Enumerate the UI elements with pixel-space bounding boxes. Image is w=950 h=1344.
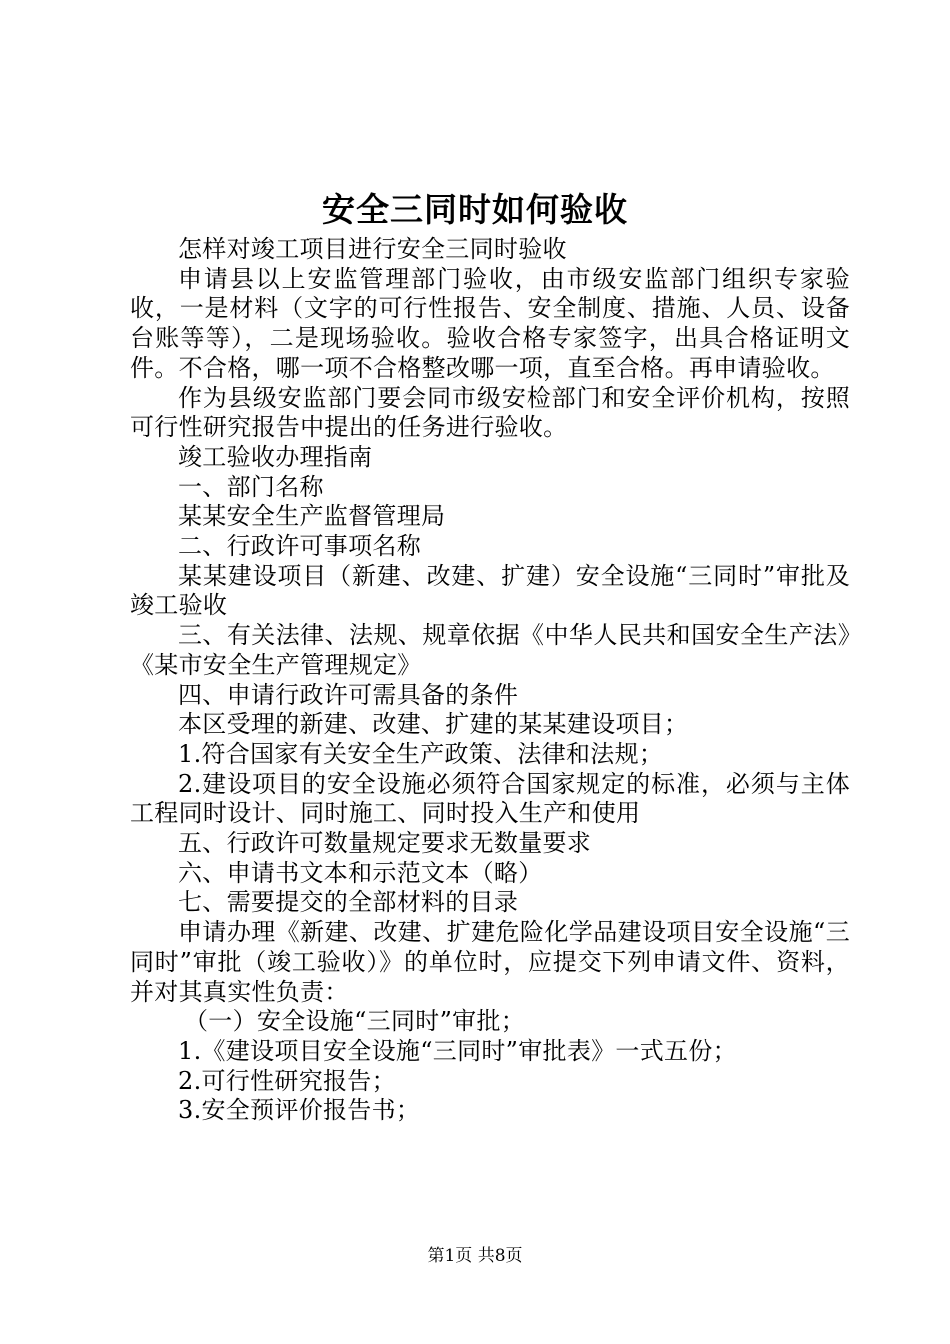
paragraph: 某某建设项目（新建、改建、扩建）安全设施“三同时”审批及竣工验收	[130, 561, 850, 620]
paragraph: （一）安全设施“三同时”审批；	[184, 1007, 526, 1036]
paragraph: 五、行政许可数量规定要求无数量要求	[178, 829, 592, 858]
paragraph: 六、申请书文本和示范文本（略）	[178, 858, 543, 887]
paragraph: 二、行政许可事项名称	[178, 532, 421, 561]
paragraph: 2.可行性研究报告；	[178, 1066, 396, 1095]
page-footer: 第1页 共8页	[427, 1246, 523, 1266]
paragraph: 本区受理的新建、改建、扩建的某某建设项目；	[178, 710, 689, 739]
paragraph: 申请办理《新建、改建、扩建危险化学品建设项目安全设施“三同时”审批（竣工验收）》的单位时，应提交下列申请文件、资料，并对其真实性负责：	[130, 918, 850, 1006]
paragraph: 七、需要提交的全部材料的目录	[178, 888, 519, 917]
paragraph: 四、申请行政许可需具备的条件	[178, 680, 519, 709]
paragraph: 怎样对竣工项目进行安全三同时验收	[178, 235, 567, 263]
paragraph: 三、有关法律、法规、规章依据《中华人民共和国安全生产法》《某市安全生产管理规定》	[130, 621, 850, 679]
paragraph: 2.建设项目的安全设施必须符合国家规定的标准，必须与主体工程同时设计、同时施工、同时投入生产和使用	[130, 769, 850, 828]
paragraph: 一、部门名称	[178, 472, 324, 501]
paragraph: 某某安全生产监督管理局	[178, 502, 446, 531]
paragraph: 作为县级安监部门要会同市级安检部门和安全评价机构，按照可行性研究报告中提出的任务进行验收。	[130, 383, 850, 442]
paragraph: 1.《建设项目安全设施“三同时”审批表》一式五份；	[178, 1036, 737, 1065]
paragraph: 申请县以上安监管理部门验收，由市级安监部门组织专家验收，一是材料（文字的可行性报告、安全制度、措施、人员、设备台账等等），二是现场验收。验收合格专家签字，出具合格证明文件。不合格，哪一项不合格整改哪一项，直至合格。再申请验收。	[130, 264, 850, 382]
paragraph: 3.安全预评价报告书；	[178, 1096, 421, 1125]
paragraph: 竣工验收办理指南	[178, 442, 373, 471]
document-body	[130, 235, 850, 1126]
document-title: 安全三同时如何验收	[322, 190, 628, 229]
paragraph: 1.符合国家有关安全生产政策、法律和法规；	[178, 739, 664, 768]
